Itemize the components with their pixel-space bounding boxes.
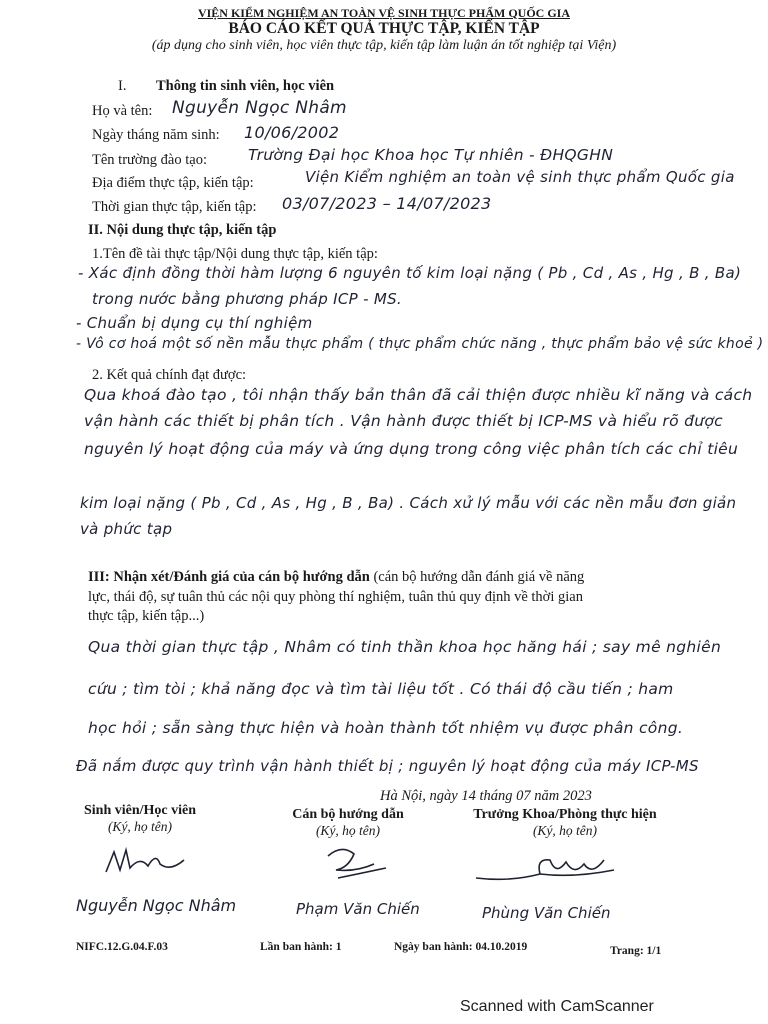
footer-code: NIFC.12.G.04.F.03 [76,941,168,953]
field-period-value: 03/07/2023 – 14/07/2023 [282,194,492,213]
footer-issue-date: Ngày ban hành: 04.10.2019 [394,941,528,953]
result-line: kim loại nặng ( Pb , Cd , As , Hg , B , Ba) . Cách xử lý mẫu với các nền mẫu đơn giản [80,494,737,512]
signature-name: Phạm Văn Chiến [296,900,420,918]
signature-name: Nguyễn Ngọc Nhâm [76,896,237,915]
signature-role: Cán bộ hướng dẫn [292,807,404,822]
signature-block-head [440,807,690,839]
result-line: nguyên lý hoạt động của máy và ứng dụng trong công việc phân tích các chỉ tiêu [84,440,739,458]
topic-label: 1.Tên đề tài thực tập/Nội dung thực tập, kiến tập: [92,246,378,262]
section3-note: (cán bộ hướng dẫn đánh giá về năng [369,569,585,585]
field-name-value: Nguyễn Ngọc Nhâm [172,98,347,118]
section3-heading: III: Nhận xét/Đánh giá của cán bộ hướng dẫn [88,569,370,585]
footer-edition: Lần ban hành: 1 [260,941,342,953]
section3-note: lực, thái độ, sự tuân thủ các nội quy phòng thí nghiệm, tuân thủ quy định về thời gian [88,589,583,605]
field-school-value: Trường Đại học Khoa học Tự nhiên - ĐHQGHN [248,146,614,164]
section1-number: I. [118,78,127,94]
signature-note: (Ký, họ tên) [315,823,381,838]
document-subtitle: (áp dụng cho sinh viên, học viên thực tập, kiến tập làm luận án tốt nghiệp tại Viện) [151,38,617,53]
organization-header: VIỆN KIỂM NGHIỆM AN TOÀN VỆ SINH THỰC PHẨM QUỐC GIA [197,6,571,20]
date-line: Hà Nội, ngày 14 tháng 07 năm 2023 [380,788,592,804]
result-line: vận hành các thiết bị phân tích . Vận hành được thiết bị ICP-MS và hiểu rõ được [84,412,723,430]
signature-role: Trưởng Khoa/Phòng thực hiện [473,807,657,822]
topic-line: - Vô cơ hoá một số nền mẫu thực phẩm ( thực phẩm chức năng , thực phẩm bảo vệ sức khoẻ ) [76,336,764,352]
comment-line: Đã nắm được quy trình vận hành thiết bị ; nguyên lý hoạt động của máy ICP-MS [76,757,699,775]
field-birthdate-value: 10/06/2002 [244,123,340,142]
field-location-label: Địa điểm thực tập, kiến tập: [92,175,254,191]
supervisor-signature-scribble [318,838,398,886]
result-label: 2. Kết quả chính đạt được: [92,367,247,383]
signature-name: Phùng Văn Chiến [482,904,611,922]
scanner-watermark: Scanned with CamScanner [460,998,654,1015]
document-title: BÁO CÁO KẾT QUẢ THỰC TẬP, KIẾN TẬP [228,20,540,37]
signature-note: (Ký, họ tên) [532,823,598,838]
field-location-value: Viện Kiểm nghiệm an toàn vệ sinh thực phẩm Quốc gia [305,168,735,186]
footer-page: Trang: 1/1 [610,945,662,957]
field-name-label: Họ và tên: [92,103,153,119]
field-school-label: Tên trường đào tạo: [92,152,207,168]
section3-heading-line [88,569,584,586]
topic-line: trong nước bằng phương pháp ICP - MS. [92,290,402,308]
signature-block-supervisor [268,807,428,839]
section1-heading: Thông tin sinh viên, học viên [156,78,335,94]
topic-line: - Chuẩn bị dụng cụ thí nghiệm [76,314,313,332]
comment-line: Qua thời gian thực tập , Nhâm có tinh thần khoa học hăng hái ; say mê nghiên [88,638,722,656]
result-line: Qua khoá đào tạo , tôi nhận thấy bản thân đã cải thiện được nhiều kĩ năng và cách [84,386,753,404]
comment-line: học hỏi ; sẵn sàng thực hiện và hoàn thành tốt nhiệm vụ được phân công. [88,719,684,737]
student-signature-scribble [100,842,190,882]
topic-line: - Xác định đồng thời hàm lượng 6 nguyên tố kim loại nặng ( Pb , Cd , As , Hg , B , Ba) [78,264,742,282]
signature-note: (Ký, họ tên) [107,819,173,834]
signature-role: Sinh viên/Học viên [83,803,197,818]
result-line: và phức tạp [80,520,173,538]
signature-block-student [60,803,220,835]
head-signature-scribble [470,848,620,890]
section3-note: thực tập, kiến tập...) [88,608,205,624]
field-period-label: Thời gian thực tập, kiến tập: [92,199,257,215]
comment-line: cứu ; tìm tòi ; khả năng đọc và tìm tài liệu tốt . Có thái độ cầu tiến ; ham [88,680,674,698]
section2-heading: II. Nội dung thực tập, kiến tập [88,222,277,238]
field-birthdate-label: Ngày tháng năm sinh: [92,127,220,143]
